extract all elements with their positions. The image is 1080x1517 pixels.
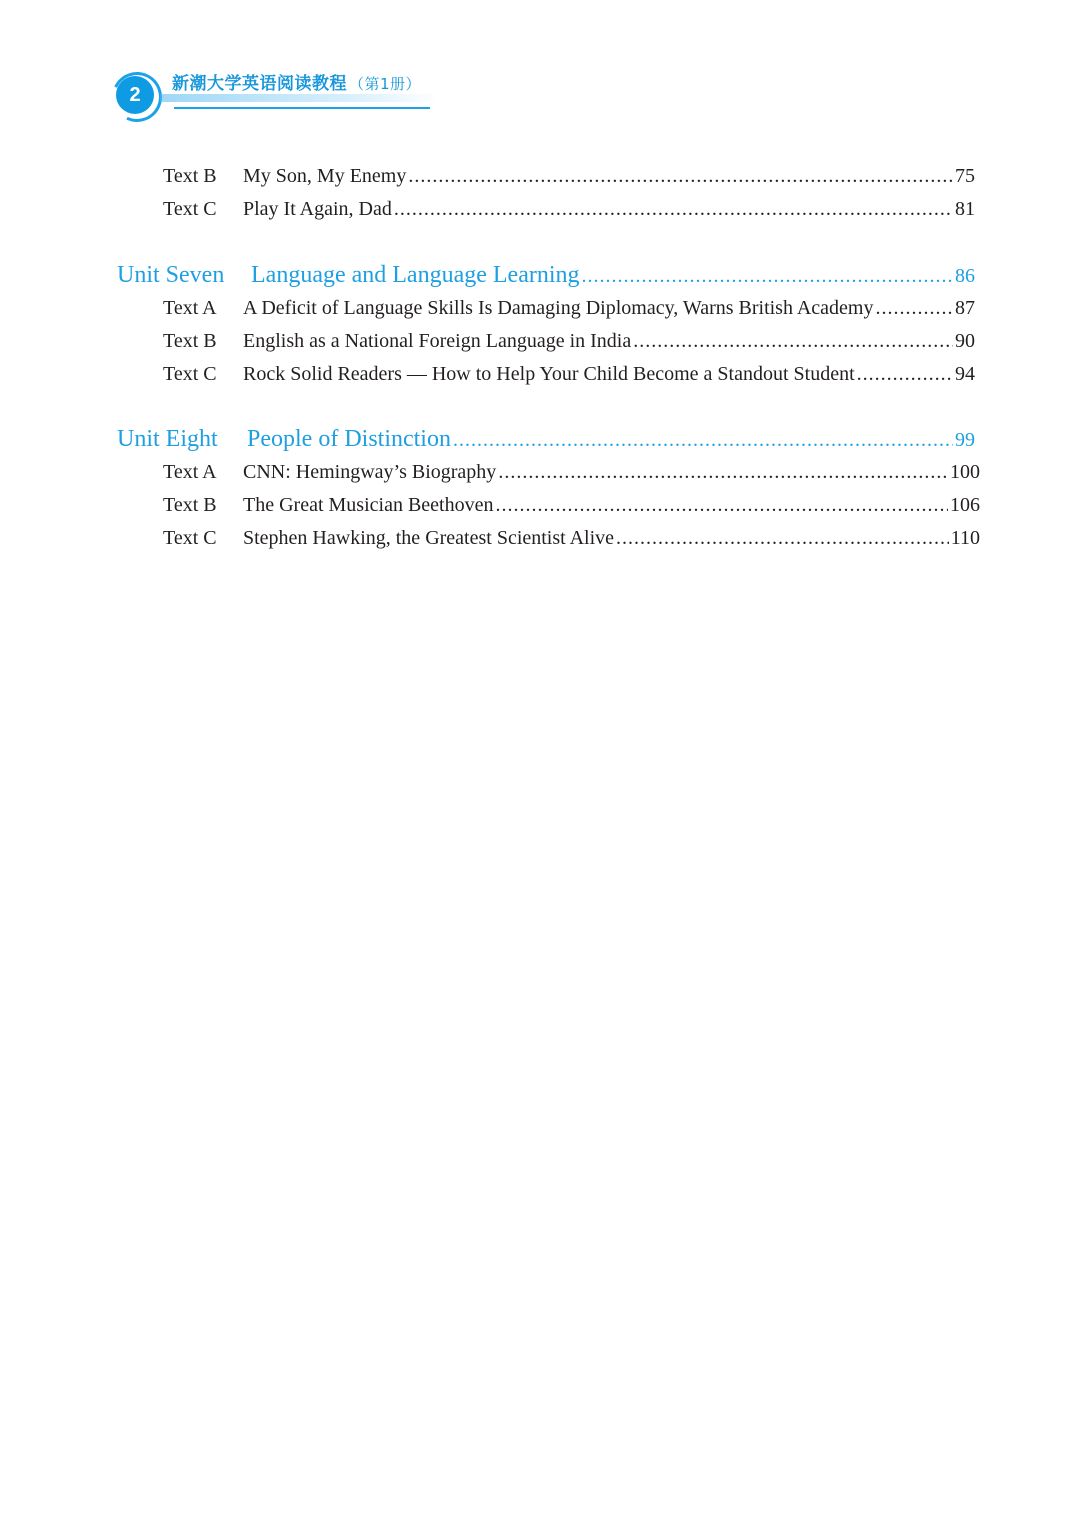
unit-label: Unit Seven (117, 262, 225, 288)
toc-entry[interactable] (163, 195, 975, 223)
toc-entry[interactable] (163, 162, 975, 190)
toc-entry-label: Text C (163, 363, 217, 385)
toc-entry[interactable] (163, 524, 980, 552)
toc-entry-title: Stephen Hawking, the Greatest Scientist Alive (243, 527, 615, 549)
toc-entry-label: Text B (163, 494, 217, 516)
toc-entry-page: 87 (955, 297, 975, 319)
toc-entry-page: 100 (950, 461, 980, 483)
dot-leader (408, 162, 953, 190)
toc-entry-title: English as a National Foreign Language in India (243, 330, 632, 352)
dot-leader (582, 260, 953, 292)
toc-entry-page: 90 (955, 330, 975, 352)
toc-entry-title: The Great Musician Beethoven (243, 494, 494, 516)
toc-entry-label: Text B (163, 330, 217, 352)
toc-entry-title: A Deficit of Language Skills Is Damaging Diplomacy, Warns British Academy (243, 297, 874, 319)
book-title-text: 新潮大学英语阅读教程 (172, 74, 347, 94)
toc-entry-label: Text A (163, 297, 217, 319)
toc-entry-label: Text B (163, 165, 217, 187)
toc-unit-heading[interactable] (117, 423, 975, 455)
dot-leader (453, 424, 953, 456)
toc-entry-title: My Son, My Enemy (243, 165, 407, 187)
book-title (172, 69, 421, 94)
dot-leader (498, 458, 948, 486)
toc-unit-heading[interactable] (117, 259, 975, 291)
page-header (0, 0, 1080, 130)
toc-entry[interactable] (163, 491, 980, 519)
page-number-badge: 2 (116, 76, 154, 114)
dot-leader (616, 524, 949, 552)
toc-entry-title: CNN: Hemingway’s Biography (243, 461, 497, 483)
unit-page: 86 (955, 265, 975, 287)
book-volume: （第1册） (349, 75, 422, 93)
toc-entry-page: 75 (955, 165, 975, 187)
toc-entry-page: 110 (950, 527, 980, 549)
toc-entry[interactable] (163, 360, 975, 388)
unit-page: 99 (955, 429, 975, 451)
unit-title: People of Distinction (247, 426, 451, 452)
toc-entry-title: Play It Again, Dad (243, 198, 392, 220)
toc-entry[interactable] (163, 294, 975, 322)
dot-leader (394, 195, 953, 223)
dot-leader (857, 360, 953, 388)
toc-entry-title: Rock Solid Readers — How to Help Your Child Become a Standout Student (243, 363, 855, 385)
toc-entry-label: Text C (163, 198, 217, 220)
unit-title: Language and Language Learning (251, 262, 580, 288)
dot-leader (495, 491, 948, 519)
header-rule (174, 107, 430, 109)
dot-leader (876, 294, 954, 322)
toc-entry[interactable] (163, 458, 980, 486)
toc-entry-page: 94 (955, 363, 975, 385)
toc-entry-page: 106 (950, 494, 980, 516)
header-gradient-bar (160, 94, 440, 102)
unit-label: Unit Eight (117, 426, 218, 452)
toc-entry-label: Text C (163, 527, 217, 549)
toc-entry-page: 81 (955, 198, 975, 220)
dot-leader (633, 327, 953, 355)
toc-entry-label: Text A (163, 461, 217, 483)
toc-entry[interactable] (163, 327, 975, 355)
